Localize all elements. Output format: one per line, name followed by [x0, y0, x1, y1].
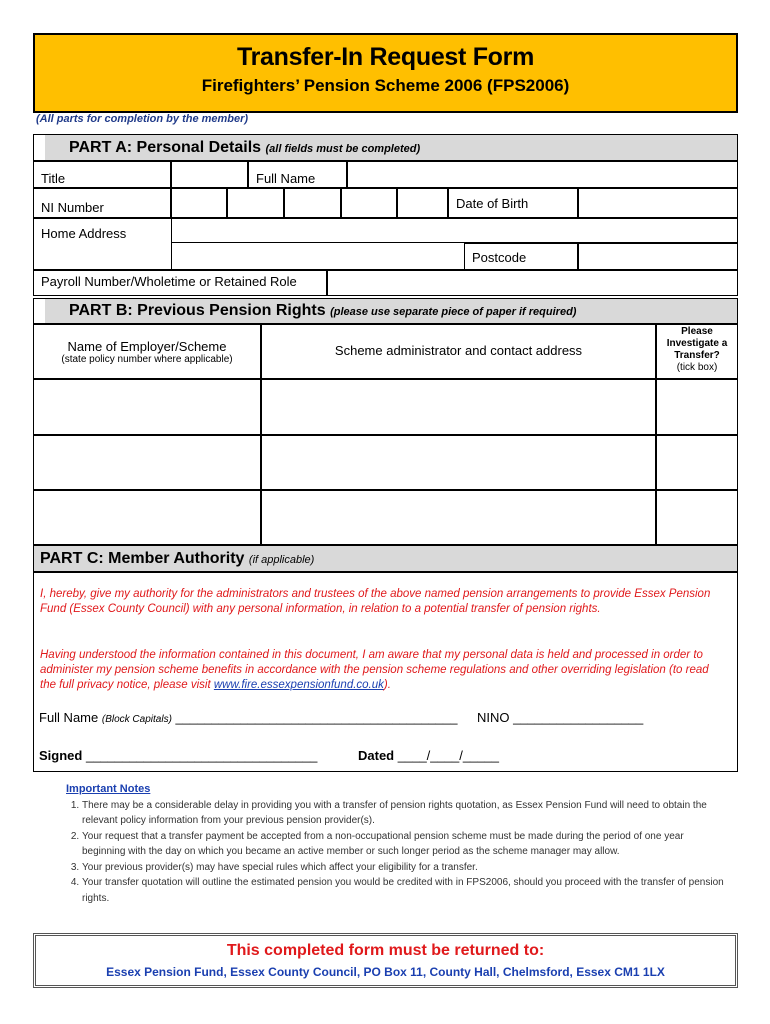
nino-row	[477, 710, 643, 725]
form-title: Transfer-In Request Form	[236, 43, 535, 71]
ni-box-1[interactable]	[171, 188, 227, 218]
dob-input[interactable]	[578, 188, 738, 218]
part-b-title: PART B: Previous Pension Rights	[69, 302, 326, 319]
payroll-label-cell	[33, 270, 327, 296]
full-name-signature-row	[39, 710, 458, 725]
investigate-col-title: Please Investigate a Transfer?	[666, 326, 728, 361]
dob-label: Date of Birth	[456, 196, 529, 211]
administrator-col-title: Scheme administrator and contact address	[334, 343, 583, 358]
title-label: Title	[41, 171, 66, 186]
form-header	[33, 33, 738, 113]
address-label: Home Address	[41, 226, 127, 241]
employer-col-header	[33, 324, 261, 379]
ni-box-4[interactable]	[341, 188, 397, 218]
part-c-title: PART C: Member Authority	[40, 550, 245, 567]
note-item: 3. Your previous provider(s) may have special rules which affect your eligibility for a transfer.	[82, 860, 726, 876]
notes-title: Important Notes	[66, 783, 151, 795]
administrator-input-2[interactable]	[261, 435, 656, 490]
return-address: Essex Pension Fund, Essex County Council, PO Box 11, County Hall, Chelmsford, Essex CM1 1LX	[106, 965, 665, 979]
note-item: 4. Your transfer quotation will outline the estimated pension you would be credited with in FPS2006, should you proceed with the transfer of pension rights.	[82, 875, 726, 906]
part-b-subtitle: (please use separate piece of paper if required)	[330, 306, 577, 318]
employer-input-2[interactable]	[33, 435, 261, 490]
authority-paragraph: I, hereby, give my authority for the administrators and trustees of the above named pension arrangements to provide Essex Pension Fund (Essex County Council) with any personal information, in relation to a potential transfer of pension rights.	[40, 588, 711, 615]
dated-line[interactable]: ____/____/_____	[397, 748, 499, 763]
full-name-label: Full Name	[39, 710, 99, 725]
completion-note: (All parts for completion by the member)	[36, 113, 249, 125]
note-item: 2. Your request that a transfer payment be accepted from a non-occupational pension scheme must be made during the period of one year beginning with the day on which you became an active member or such longer period as the scheme manager may allow.	[82, 829, 726, 860]
administrator-col-header	[261, 324, 656, 379]
privacy-paragraph	[40, 648, 712, 693]
return-address-box	[33, 933, 738, 988]
note-item: 1. There may be a considerable delay in providing you with a transfer of pension rights quotation, as Essex Pension Fund will need to obtain the relevant policy information from your previous pension provider(s).	[82, 798, 726, 829]
part-a-subtitle: (all fields must be completed)	[265, 143, 421, 155]
investigate-checkbox-2[interactable]	[656, 435, 738, 490]
full-name-label: Full Name	[256, 171, 316, 186]
return-heading: This completed form must be returned to:	[226, 942, 545, 959]
ni-label: NI Number	[41, 200, 104, 215]
part-a-header	[33, 134, 738, 161]
dated-label: Dated	[358, 748, 395, 763]
part-a-title: PART A: Personal Details	[69, 139, 262, 156]
full-name-label-cell	[248, 161, 347, 188]
postcode-label-cell	[464, 243, 578, 270]
part-b-header	[33, 298, 738, 324]
investigate-checkbox-1[interactable]	[656, 379, 738, 435]
block-caps-label: (Block Capitals)	[101, 714, 172, 725]
dated-row	[358, 748, 499, 763]
privacy-text-end: ).	[383, 679, 391, 691]
privacy-text: Having understood the information contained in this document, I am aware that my personal data is held and processed in order to administer my pension scheme benefits in accordance with the pension scheme regulations and other overriding legislation (to read the full privacy notice, please visit	[40, 649, 709, 691]
signed-row	[39, 748, 317, 763]
ni-label-cell	[33, 188, 171, 218]
signed-line[interactable]: ________________________________	[85, 748, 318, 763]
privacy-link[interactable]: www.fire.essexpensionfund.co.uk	[213, 679, 384, 691]
employer-col-sub: (state policy number where applicable)	[61, 354, 233, 365]
payroll-input[interactable]	[327, 270, 738, 296]
employer-input-1[interactable]	[33, 379, 261, 435]
administrator-input-1[interactable]	[261, 379, 656, 435]
payroll-label: Payroll Number/Wholetime or Retained Role	[41, 274, 297, 289]
part-c-subtitle: (if applicable)	[248, 554, 315, 566]
address-input-2[interactable]	[171, 243, 464, 270]
employer-input-3[interactable]	[33, 490, 261, 545]
ni-box-2[interactable]	[227, 188, 284, 218]
ni-box-3[interactable]	[284, 188, 341, 218]
nino-line[interactable]: __________________	[513, 710, 644, 725]
investigate-checkbox-3[interactable]	[656, 490, 738, 545]
administrator-input-3[interactable]	[261, 490, 656, 545]
postcode-input[interactable]	[578, 243, 738, 270]
employer-col-title: Name of Employer/Scheme	[67, 339, 227, 354]
dob-label-cell	[448, 188, 578, 218]
address-input[interactable]	[171, 218, 738, 243]
form-subtitle: Firefighters’ Pension Scheme 2006 (FPS2006)	[201, 76, 570, 95]
title-label-cell	[33, 161, 171, 188]
title-input[interactable]	[171, 161, 248, 188]
full-name-input[interactable]	[347, 161, 738, 188]
part-c-header	[33, 545, 738, 572]
full-name-line[interactable]: _______________________________________	[175, 710, 458, 725]
investigate-col-sub: (tick box)	[676, 362, 718, 373]
investigate-col-header	[656, 324, 738, 379]
nino-label: NINO	[477, 710, 510, 725]
signed-label: Signed	[39, 748, 83, 763]
ni-box-5[interactable]	[397, 188, 448, 218]
important-notes	[66, 782, 726, 906]
postcode-label: Postcode	[472, 250, 527, 265]
